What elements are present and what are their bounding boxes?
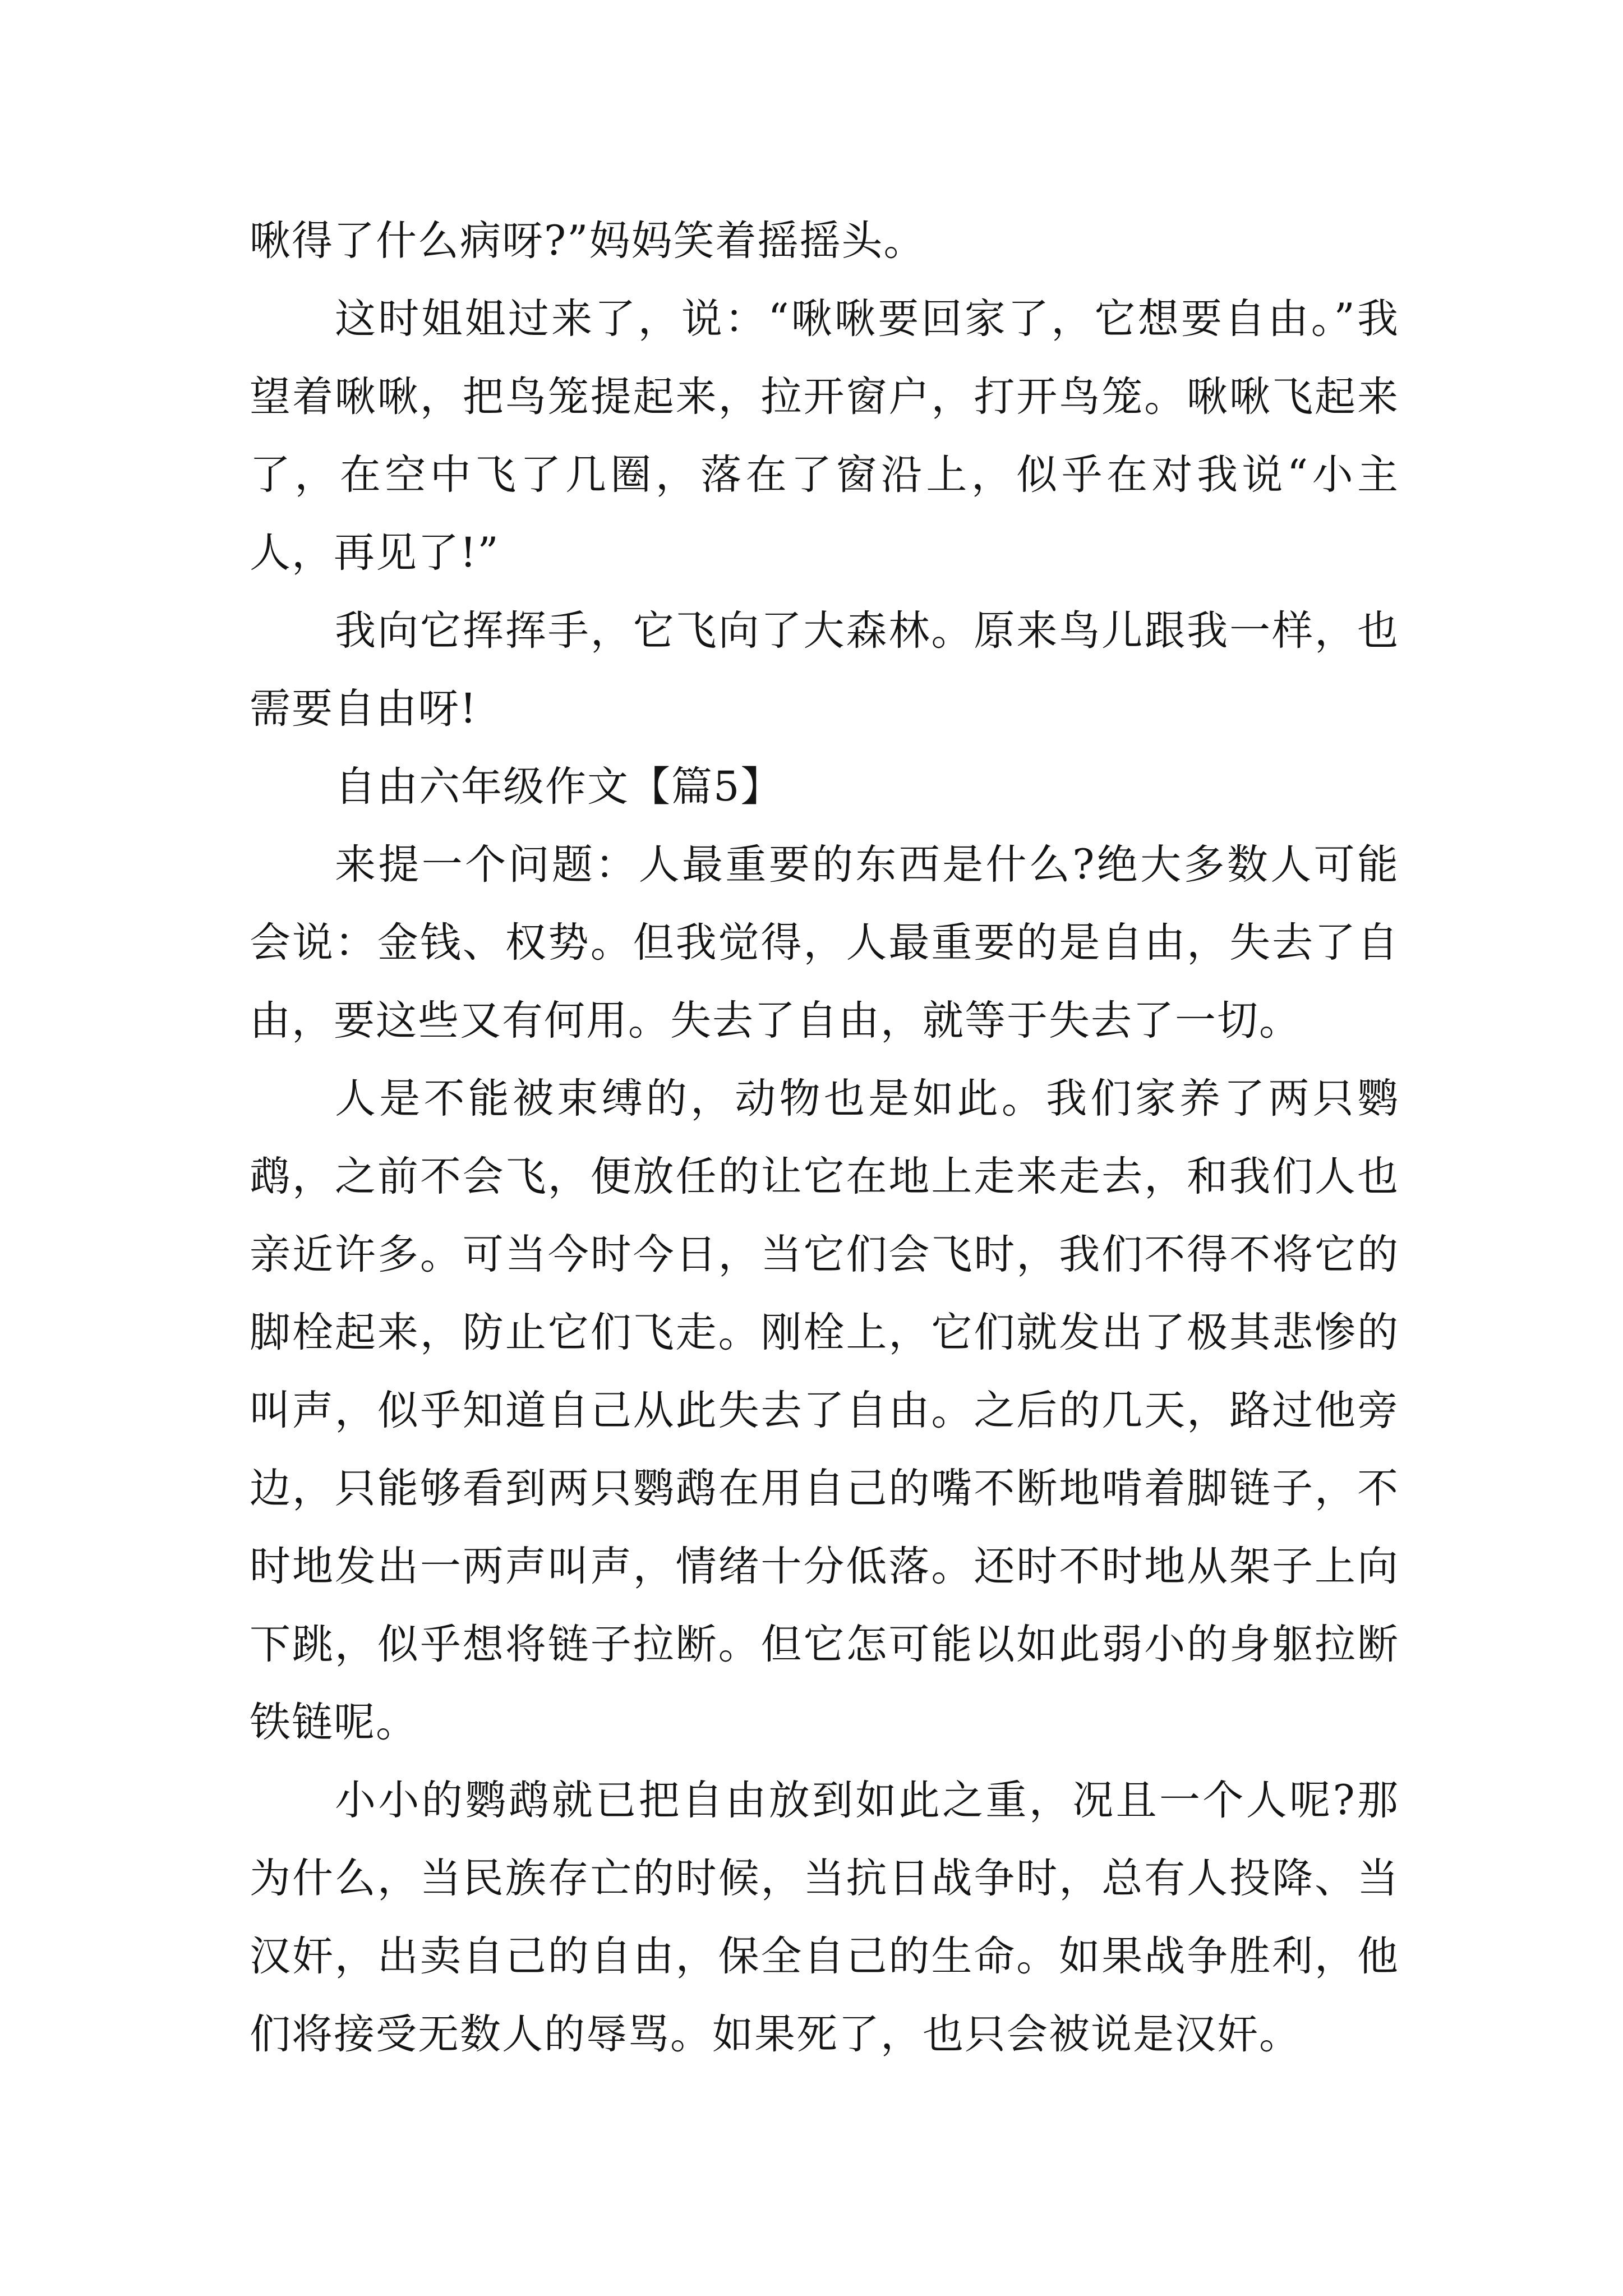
paragraph-sister-speaks: 这时姐姐过来了，说：“啾啾要回家了，它想要自由。”我望着啾啾，把鸟笼提起来，拉开窗户，打开鸟笼。啾啾飞起来了，在空中飞了几圈，落在了窗沿上，似乎在对我说“小主人，再见了!” [250,295,1399,577]
paragraph-parrots: 人是不能被束缚的，动物也是如此。我们家养了两只鹦鹉，之前不会飞，便放任的让它在地上走来走去，和我们人也亲近许多。可当今时今日，当它们会飞时，我们不得不将它的脚栓起来，防止它们飞走。刚栓上，它们就发出了极其悲惨的叫声，似乎知道自己从此失去了自由。之后的几天，路过他旁边，只能够看到两只鹦鹉在用自己的嘴不断地啃着脚链子，不时地发出一两声叫声，情绪十分低落。还时不时地从架子上向下跳，似乎想将链子拉断。但它怎可能以如此弱小的身躯拉断铁链呢。 [250,1075,1399,1746]
paragraph-farewell: 我向它挥挥手，它飞向了大森林。原来鸟儿跟我一样，也需要自由呀! [250,607,1399,733]
document-body [250,202,1399,2073]
paragraph-question: 来提一个问题：人最重要的东西是什么?绝大多数人可能会说：金钱、权势。但我觉得，人最重要的是自由，失去了自由，要这些又有何用。失去了自由，就等于失去了一切。 [250,841,1399,1045]
paragraph-continued: 啾得了什么病呀?”妈妈笑着摇摇头。 [250,217,926,265]
paragraph-conclusion: 小小的鹦鹉就已把自由放到如此之重，况且一个人呢?那为什么，当民族存亡的时候，当抗日战争时，总有人投降、当汉奸，出卖自己的自由，保全自己的生命。如果战争胜利，他们将接受无数人的辱骂。如果死了，也只会被说是汉奸。 [250,1777,1399,2058]
section-heading: 自由六年级作文【篇5】 [335,763,783,811]
